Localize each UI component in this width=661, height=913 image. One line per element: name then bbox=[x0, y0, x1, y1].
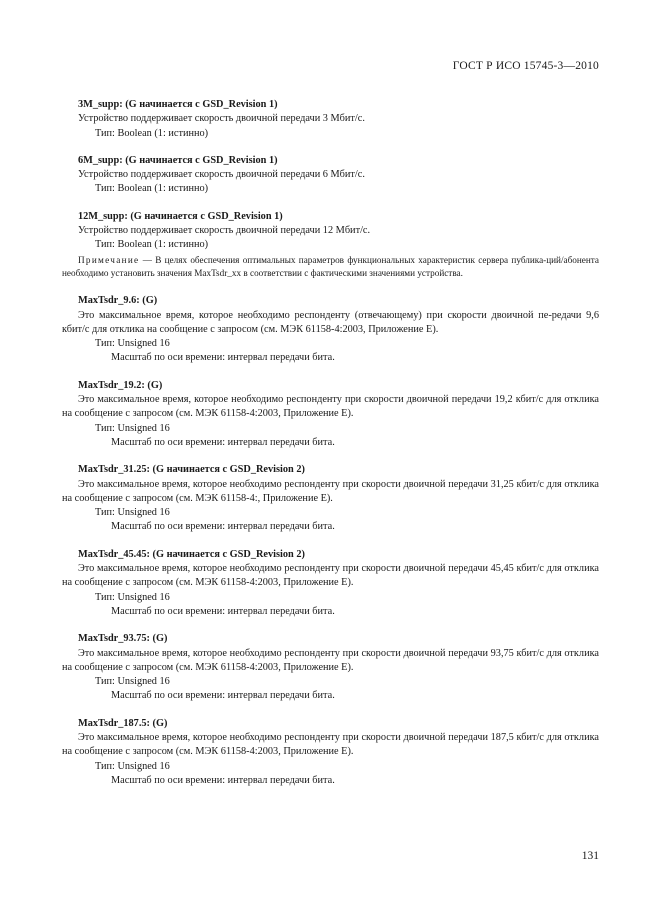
page-number: 131 bbox=[581, 850, 599, 862]
entry-description: Это максимальное время, которое необходимо респонденту при скорости двоичной передачи 45,45 кбит/с для отклика на сообщение с запросом (см. МЭК 61158-4:2003, Приложение Е). bbox=[62, 563, 599, 589]
entry-maxtsdr-45-45 bbox=[62, 548, 599, 619]
entry-maxtsdr-31-25 bbox=[62, 463, 599, 534]
entry-title: MaxTsdr_93.75: (G) bbox=[78, 633, 168, 645]
entry-maxtsdr-187-5 bbox=[62, 717, 599, 788]
entry-title: 12M_supp: (G начинается с GSD_Revision 1) bbox=[78, 210, 283, 222]
page-content bbox=[62, 98, 599, 788]
entry-description: Это максимальное время, которое необходимо респонденту при скорости двоичной передачи 19,2 кбит/с для отклика на сообщение с запросом (см. МЭК 61158-4:2003, Приложение Е). bbox=[62, 394, 599, 420]
entry-maxtsdr-19-2 bbox=[62, 379, 599, 450]
entry-scale: Масштаб по оси времени: интервал передачи бита. bbox=[111, 521, 335, 533]
note-text: — В целях обеспечения оптимальных параметров функциональных характеристик сервера публика-ций/абонента необходимо установить значения MaxTsdr_xx в соответствии с фактическими значениями устройства. bbox=[62, 254, 599, 278]
entry-type: Тип: Unsigned 16 bbox=[95, 591, 170, 603]
entry-type: Тип: Unsigned 16 bbox=[95, 507, 170, 519]
entry-type: Тип: Boolean (1: истинно) bbox=[95, 127, 209, 139]
entry-description: Устройство поддерживает скорость двоичной передачи 6 Мбит/с. bbox=[78, 169, 365, 181]
entry-type: Тип: Unsigned 16 bbox=[95, 338, 170, 350]
entry-title: MaxTsdr_45.45: (G начинается с GSD_Revision 2) bbox=[78, 548, 305, 560]
entry-maxtsdr-9-6 bbox=[62, 294, 599, 365]
entry-type: Тип: Unsigned 16 bbox=[95, 676, 170, 688]
entry-title: 6M_supp: (G начинается с GSD_Revision 1) bbox=[78, 154, 278, 166]
entry-type: Тип: Unsigned 16 bbox=[95, 760, 170, 772]
entry-scale: Масштаб по оси времени: интервал передачи бита. bbox=[111, 436, 335, 448]
entry-description: Это максимальное время, которое необходимо респонденту при скорости двоичной передачи 187,5 кбит/с для отклика на сообщение с запросом (см. МЭК 61158-4:2003, Приложение Е). bbox=[62, 731, 599, 758]
entry-type: Тип: Boolean (1: истинно) bbox=[95, 183, 209, 195]
entry-3m-supp bbox=[62, 98, 599, 141]
entry-description: Устройство поддерживает скорость двоичной передачи 12 Мбит/с. bbox=[78, 225, 371, 237]
entry-title: MaxTsdr_19.2: (G) bbox=[78, 379, 163, 391]
entry-title: MaxTsdr_31.25: (G начинается с GSD_Revision 2) bbox=[78, 464, 305, 476]
entry-6m-supp bbox=[62, 154, 599, 197]
note-label: Примечание bbox=[78, 254, 140, 265]
entry-scale: Масштаб по оси времени: интервал передачи бита. bbox=[111, 690, 335, 702]
entry-title: MaxTsdr_9.6: (G) bbox=[78, 295, 158, 307]
page-header: ГОСТ Р ИСО 15745-3—2010 bbox=[452, 60, 599, 72]
entry-title: MaxTsdr_187.5: (G) bbox=[78, 717, 168, 729]
entry-scale: Масштаб по оси времени: интервал передачи бита. bbox=[111, 774, 335, 786]
entry-scale: Масштаб по оси времени: интервал передачи бита. bbox=[111, 352, 335, 364]
entry-description: Устройство поддерживает скорость двоичной передачи 3 Мбит/с. bbox=[78, 113, 365, 125]
entry-maxtsdr-93-75 bbox=[62, 632, 599, 703]
note bbox=[62, 254, 599, 281]
entry-12m-supp bbox=[62, 210, 599, 253]
entry-type: Тип: Unsigned 16 bbox=[95, 422, 170, 434]
entry-title: 3M_supp: (G начинается с GSD_Revision 1) bbox=[78, 99, 278, 110]
entry-description: Это максимальное время, которое необходимо респонденту (отвечающему) при скорости двоичной пе-редачи 9,6 кбит/с для отклика на сообщение с запросом (см. МЭК 61158-4:2003, Приложение Е). bbox=[62, 309, 599, 335]
entry-description: Это максимальное время, которое необходимо респонденту при скорости двоичной передачи 93,75 кбит/с для отклика на сообщение с запросом (см. МЭК 61158-4:2003, Приложение Е). bbox=[62, 647, 599, 673]
entry-description: Это максимальное время, которое необходимо респонденту при скорости двоичной передачи 31,25 кбит/с для отклика на сообщение с запросом (см. МЭК 61158-4:, Приложение Е). bbox=[62, 478, 599, 504]
entry-scale: Масштаб по оси времени: интервал передачи бита. bbox=[111, 605, 335, 617]
entry-type: Тип: Boolean (1: истинно) bbox=[95, 239, 209, 251]
